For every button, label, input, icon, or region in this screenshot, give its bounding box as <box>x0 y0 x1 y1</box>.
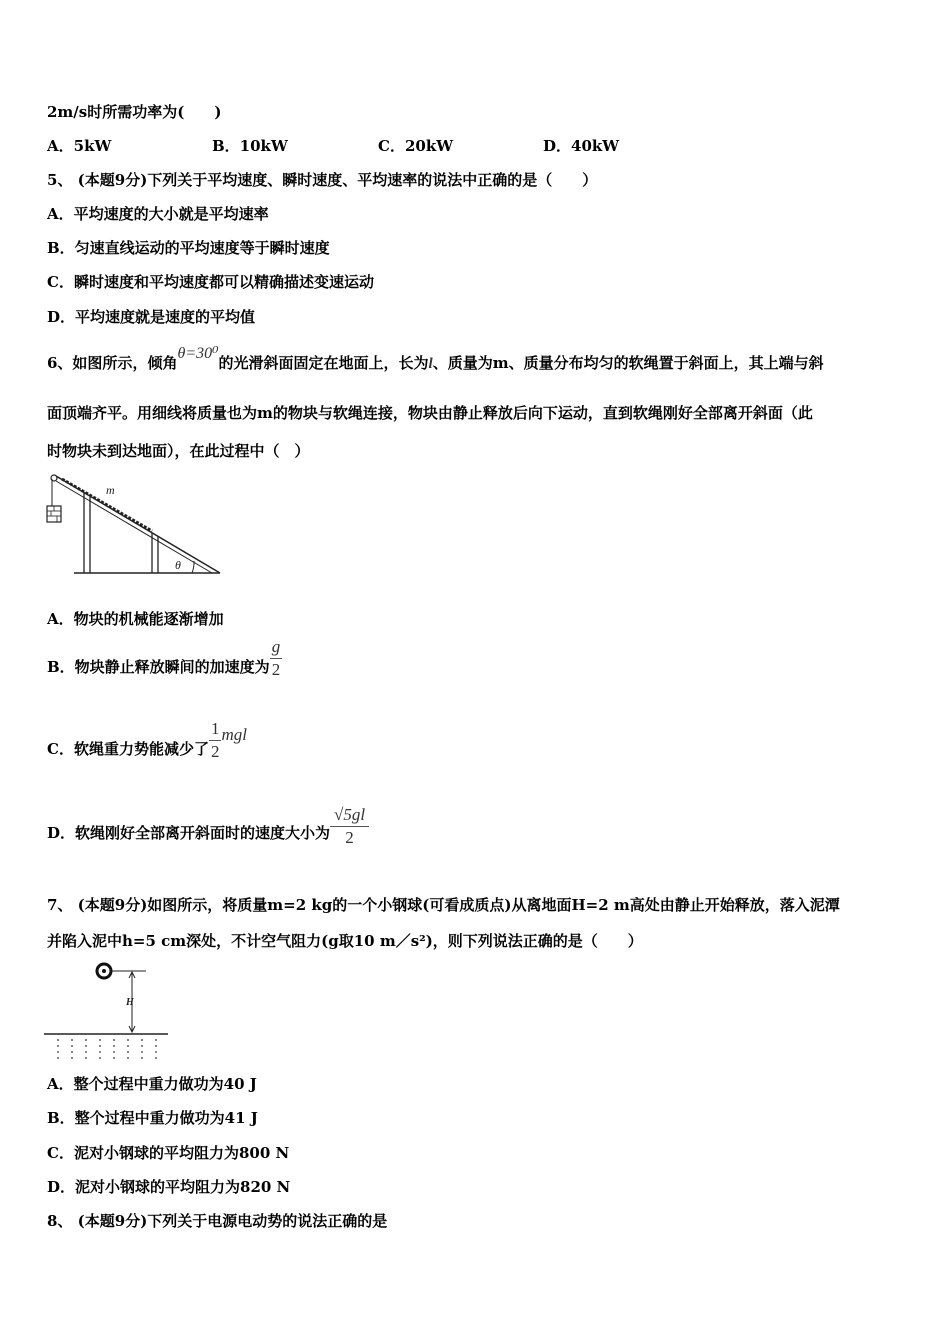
q6-stem-a: 6、如图所示，倾角 <box>47 354 178 372</box>
q6-stem-line2: 面顶端齐平。用细线将质量也为m的物块与软绳连接，物块由静止释放后向下运动，直到软绳刚好全部离开斜面（此 <box>47 404 813 422</box>
q6-angle: θ=30⁰ <box>177 345 219 362</box>
angle-arc <box>192 561 194 573</box>
q5-option-c: C．瞬时速度和平均速度都可以精确描述变速运动 <box>47 273 374 291</box>
fraction-numerator: g <box>270 636 283 659</box>
q5-option-b: B．匀速直线运动的平均速度等于瞬时速度 <box>47 239 330 257</box>
q4-option-d: D．40kW <box>543 137 620 155</box>
q7-stem-line1: 7、 (本题9分)如图所示，将质量m=2 kg的一个小钢球(可看成质点)从离地面H=2 m高处由静止开始释放，落入泥潭 <box>47 896 840 914</box>
fraction-g-over-2 <box>270 636 283 681</box>
rope-mass-label: m <box>106 483 115 497</box>
q6-stem-line1 <box>47 345 824 374</box>
fraction-one-half <box>209 718 222 763</box>
q6-option-c-text: C．软绳重力势能减少了 <box>47 740 209 758</box>
q7-option-b: B．整个过程中重力做功为41 J <box>47 1109 258 1127</box>
q7-option-d: D．泥对小钢球的平均阻力为820 N <box>47 1178 291 1196</box>
incline-figure <box>42 470 227 580</box>
q6-stem-b: 的光滑斜面固定在地面上，长为 <box>218 354 429 372</box>
fraction-denominator: 2 <box>210 741 220 761</box>
q4-option-c: C．20kW <box>378 137 454 155</box>
q4-option-b: B．10kW <box>212 137 288 155</box>
q6-option-a: A．物块的机械能逐渐增加 <box>47 610 224 628</box>
q5-option-d: D．平均速度就是速度的平均值 <box>47 308 256 326</box>
q5-stem: 5、 (本题9分)下列关于平均速度、瞬时速度、平均速率的说法中正确的是（ ） <box>47 171 598 189</box>
q6-option-d-text: D．软绳刚好全部离开斜面时的速度大小为 <box>47 824 331 842</box>
ball-drop-figure <box>44 960 170 1064</box>
fraction-denominator: 2 <box>271 659 281 679</box>
incline-surface <box>56 476 220 573</box>
q7-stem-line2: 并陷入泥中h=5 cm深处，不计空气阻力(g取10 m／s²)，则下列说法正确的是（ ） <box>47 932 643 950</box>
q6-length-l: l <box>428 356 433 372</box>
q6-option-b-text: B．物块静止释放瞬间的加速度为 <box>47 658 270 676</box>
q6-stem-c: 、质量为m、质量分布均匀的软绳置于斜面上，其上端与斜 <box>432 354 824 372</box>
q6-option-d <box>47 804 369 857</box>
mud-dots <box>57 1039 157 1059</box>
q7-option-a: A．整个过程中重力做功为40 J <box>47 1075 257 1093</box>
fraction-numerator: 1 <box>209 718 222 741</box>
q6-option-b <box>47 636 282 691</box>
q8-stem: 8、 (本题9分)下列关于电源电动势的说法正确的是 <box>47 1212 388 1230</box>
incline-surface-inner <box>56 481 212 573</box>
angle-theta-label: θ <box>175 558 181 572</box>
q7-option-c: C．泥对小钢球的平均阻力为800 N <box>47 1144 290 1162</box>
fraction-denominator: 2 <box>345 827 354 847</box>
fraction-sqrt5gl-over-2 <box>330 804 369 849</box>
q6-option-c-mgl: mgl <box>221 725 247 744</box>
q6-option-c <box>47 718 247 773</box>
fraction-numerator: √5gl <box>330 804 369 827</box>
q4-stem-tail: 2m/s时所需功率为( ) <box>47 103 222 121</box>
q6-stem-line3: 时物块未到达地面），在此过程中（ ） <box>47 442 310 460</box>
q4-option-a: A．5kW <box>47 137 112 155</box>
q5-option-a: A．平均速度的大小就是平均速率 <box>47 205 269 223</box>
height-H-label: H <box>126 997 134 1008</box>
